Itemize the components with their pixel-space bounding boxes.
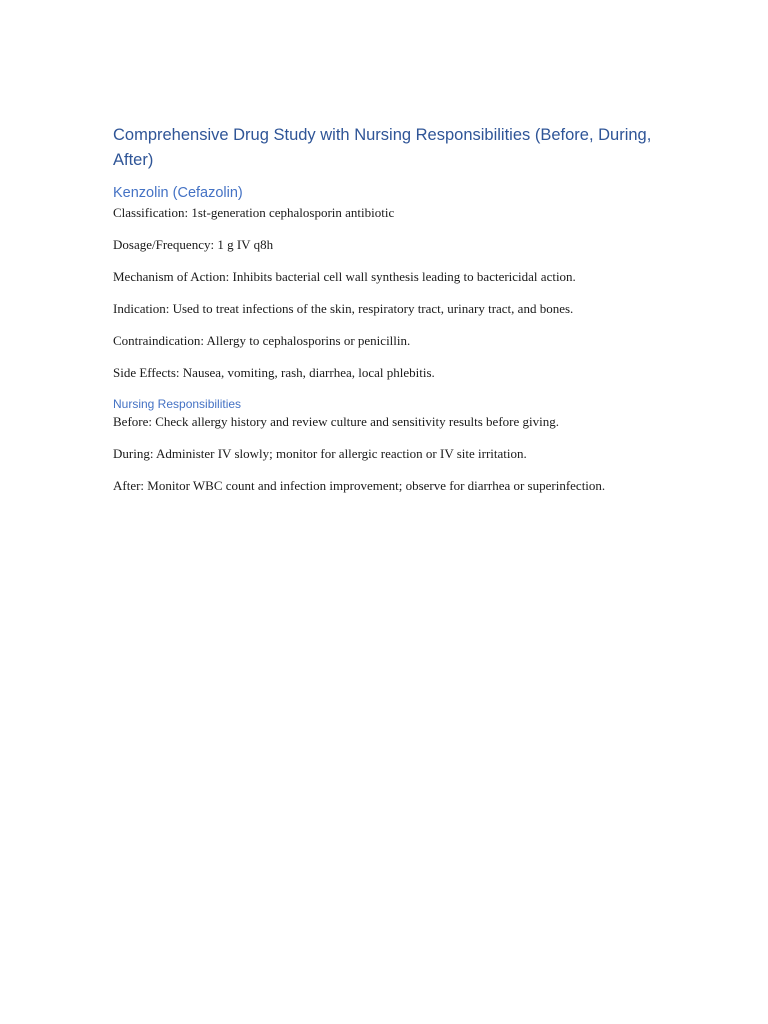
document-title: Comprehensive Drug Study with Nursing Responsibilities (Before, During, After) — [113, 126, 652, 169]
document-content — [113, 123, 658, 508]
dosage-text: Dosage/Frequency: 1 g IV q8h — [113, 237, 274, 252]
indication-text: Indication: Used to treat infections of the skin, respiratory tract, urinary tract, and bones. — [113, 301, 574, 316]
contraindication-text: Contraindication: Allergy to cephalosporins or penicillin. — [113, 333, 411, 348]
nursing-before-text: Before: Check allergy history and review culture and sensitivity results before giving. — [113, 414, 559, 429]
drug-name-heading: Kenzolin (Cefazolin) — [113, 185, 243, 201]
classification-text: Classification: 1st-generation cephalosporin antibiotic — [113, 205, 395, 220]
nursing-after-text: After: Monitor WBC count and infection improvement; observe for diarrhea or superinfection. — [113, 478, 606, 493]
side-effects-text: Side Effects: Nausea, vomiting, rash, diarrhea, local phlebitis. — [113, 365, 435, 380]
nursing-during-text: During: Administer IV slowly; monitor for allergic reaction or IV site irritation. — [113, 446, 527, 461]
mechanism-text: Mechanism of Action: Inhibits bacterial cell wall synthesis leading to bactericidal action. — [113, 269, 576, 284]
nursing-responsibilities-heading: Nursing Responsibilities — [113, 397, 242, 411]
